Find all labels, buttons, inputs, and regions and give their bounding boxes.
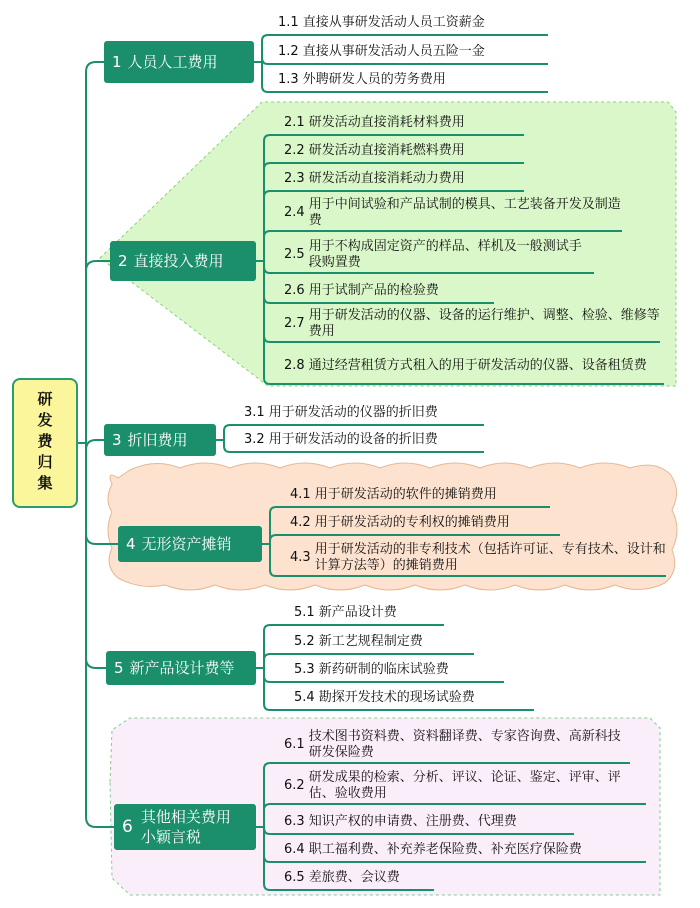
branch-5-number: 5	[114, 658, 124, 677]
branch-5-label: 新产品设计费等	[129, 658, 235, 677]
branch-4-number: 4	[126, 534, 136, 553]
leaf-text: 新工艺规程制定费	[318, 634, 423, 649]
branch-6-number: 6	[122, 816, 133, 837]
leaf-4-2[interactable]	[290, 512, 560, 534]
branch-2-number: 2	[118, 251, 128, 270]
leaf-number: 4.2	[290, 515, 311, 530]
leaf-1-1[interactable]	[278, 12, 548, 34]
leaf-text: 直接从事研发活动人员工资薪金	[302, 15, 485, 30]
leaf-number: 2.1	[284, 115, 305, 130]
leaf-text: 勘探开发技术的现场试验费	[318, 690, 475, 705]
leaf-4-1[interactable]	[290, 484, 550, 506]
leaf-2-1[interactable]	[284, 112, 524, 134]
leaf-number: 1.3	[278, 72, 299, 87]
leaf-3-2[interactable]	[244, 429, 484, 451]
leaf-text: 用于研发活动的仪器的折旧费	[268, 405, 438, 420]
leaf-5-1[interactable]	[294, 602, 444, 624]
leaf-5-3[interactable]	[294, 659, 504, 681]
leaf-text: 用于研发活动的仪器、设备的运行维护、调整、检验、维修等费用	[308, 308, 660, 339]
branch-4-label: 无形资产摊销	[141, 534, 232, 553]
leaf-number: 1.2	[278, 44, 299, 59]
leaf-text: 用于中间试验和产品试制的模具、工艺装备开发及制造费	[308, 197, 621, 228]
branch-3-label: 折旧费用	[127, 430, 188, 449]
leaf-2-7[interactable]	[284, 307, 660, 341]
branch-6-other-costs[interactable]	[114, 804, 256, 850]
leaf-number: 2.4	[284, 205, 305, 220]
branch-3-number: 3	[112, 430, 122, 449]
leaf-text: 用于研发活动的软件的摊销费用	[314, 487, 497, 502]
leaf-text: 研发成果的检索、分析、评议、论证、鉴定、评审、评估、验收费用	[308, 770, 621, 801]
leaf-number: 2.8	[284, 358, 305, 373]
leaf-2-4[interactable]	[284, 196, 622, 230]
leaf-number: 6.3	[284, 814, 305, 829]
leaf-text: 通过经营租赁方式租入的用于研发活动的仪器、设备租赁费	[308, 358, 647, 373]
leaf-5-2[interactable]	[294, 631, 474, 653]
branch-3-depreciation[interactable]	[104, 424, 216, 456]
leaf-number: 6.1	[284, 737, 305, 752]
leaf-number: 1.1	[278, 15, 299, 30]
spine-to-branch-1	[86, 62, 104, 443]
leaf-number: 6.5	[284, 870, 305, 885]
leaf-number: 5.1	[294, 605, 315, 620]
branch-2-direct-input[interactable]	[110, 241, 256, 281]
spine-to-branch-5	[86, 443, 106, 668]
branch-4-amortization[interactable]	[118, 526, 262, 562]
leaf-6-3[interactable]	[284, 811, 574, 833]
leaf-number: 2.3	[284, 171, 305, 186]
branch-5-new-product-design[interactable]	[106, 651, 256, 685]
branch-1-number: 1	[112, 52, 122, 71]
leaf-text: 用于研发活动的非专利技术（包括许可证、专有技术、设计和计算方法等）的摊销费用	[314, 542, 666, 573]
leaf-number: 3.1	[244, 405, 265, 420]
leaf-1-3[interactable]	[278, 69, 548, 91]
leaf-text: 职工福利费、补充养老保险费、补充医疗保险费	[308, 842, 582, 857]
leaf-2-8[interactable]	[284, 349, 664, 383]
leaf-2-2[interactable]	[284, 140, 524, 162]
leaf-text: 新药研制的临床试验费	[318, 662, 449, 677]
leaf-text: 用于研发活动的设备的折旧费	[268, 432, 438, 447]
leaf-number: 4.1	[290, 487, 311, 502]
leaf-number: 2.5	[284, 247, 305, 262]
spine-to-branch-3	[86, 440, 104, 450]
leaf-6-5[interactable]	[284, 867, 434, 889]
branch-6-label: 其他相关费用小颖言税	[140, 808, 231, 846]
leaf-number: 5.3	[294, 662, 315, 677]
leaf-text: 研发活动直接消耗材料费用	[308, 115, 465, 130]
leaf-2-6[interactable]	[284, 280, 494, 302]
leaf-text: 新产品设计费	[318, 605, 397, 620]
leaf-number: 5.2	[294, 634, 315, 649]
branch-1-personnel[interactable]	[104, 41, 254, 83]
leaf-text: 知识产权的申请费、注册费、代理费	[308, 814, 517, 829]
leaf-number: 2.2	[284, 143, 305, 158]
leaf-6-4[interactable]	[284, 839, 646, 861]
leaf-text: 外聘研发人员的劳务费用	[302, 72, 446, 87]
leaf-text: 直接从事研发活动人员五险一金	[302, 44, 485, 59]
leaf-number: 3.2	[244, 432, 265, 447]
spine-to-branch-2	[86, 261, 110, 443]
leaf-3-1[interactable]	[244, 402, 484, 424]
branch-2-label: 直接投入费用	[133, 251, 224, 270]
leaf-text: 技术图书资料费、资料翻译费、专家咨询费、高新科技研发保险费	[308, 729, 621, 760]
root-node[interactable]	[12, 378, 78, 508]
leaf-5-4[interactable]	[294, 687, 534, 709]
leaf-number: 5.4	[294, 690, 315, 705]
leaf-number: 2.7	[284, 316, 305, 331]
leaf-number: 6.2	[284, 778, 305, 793]
leaf-number: 2.6	[284, 283, 305, 298]
leaf-1-2[interactable]	[278, 41, 548, 63]
leaf-text: 用于不构成固定资产的样品、样机及一般测试手段购置费	[308, 239, 582, 270]
spine-to-branch-6	[86, 443, 114, 827]
leaf-text: 研发活动直接消耗燃料费用	[308, 143, 465, 158]
branch-1-label: 人员人工费用	[127, 52, 218, 71]
leaf-2-5[interactable]	[284, 238, 594, 272]
leaf-2-3[interactable]	[284, 168, 524, 190]
leaf-4-3[interactable]	[290, 541, 666, 575]
leaf-text: 差旅费、会议费	[308, 870, 400, 885]
leaf-text: 用于试制产品的检验费	[308, 283, 439, 298]
leaf-text: 用于研发活动的专利权的摊销费用	[314, 515, 510, 530]
leaf-6-1[interactable]	[284, 728, 630, 762]
spine-to-branch-4	[86, 443, 118, 544]
leaf-text: 研发活动直接消耗动力费用	[308, 171, 465, 186]
leaf-6-2[interactable]	[284, 769, 646, 803]
leaf-number: 4.3	[290, 550, 311, 565]
leaf-number: 6.4	[284, 842, 305, 857]
root-label: 研发费归集	[35, 390, 54, 496]
